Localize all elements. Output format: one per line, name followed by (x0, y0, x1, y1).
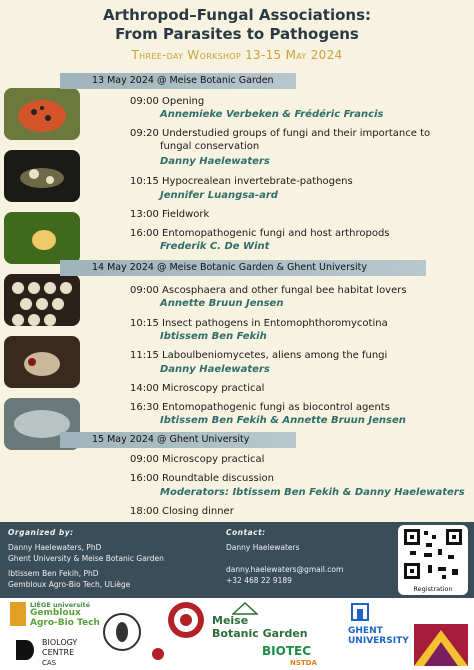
liege-logo-bot: Agro-Bio Tech (30, 618, 100, 628)
organizer-2-name: Ibtissem Ben Fekih, PhD (8, 569, 99, 578)
biology-centre-line3: CAS (42, 659, 57, 667)
event-day2-4: 14:00 Microscopy practical (130, 383, 265, 394)
meise-line2: Botanic Garden (212, 627, 308, 640)
contact-phone: +32 468 22 9189 (226, 576, 292, 585)
day-3-bar: 15 May 2024 @ Ghent University (60, 432, 296, 448)
contact-heading: Contact: (226, 528, 266, 537)
biotec-logo: BIOTEC (262, 644, 312, 658)
fungal-insect-photo (4, 150, 80, 202)
aphid-photo (4, 212, 80, 264)
speaker-day3-2: Moderators: Ibtissem Ben Fekih & Danny Haelewaters (160, 487, 465, 498)
speaker-day2-3: Danny Haelewaters (160, 364, 270, 375)
liege-logo-icon (10, 602, 26, 626)
red-dot-icon (152, 648, 164, 660)
event-day2-1: 09:00 Ascosphaera and other fungal bee habitat lovers (130, 285, 407, 296)
biology-centre-logo-icon (14, 638, 36, 662)
qr-label: Registration (413, 585, 453, 593)
contact-email[interactable]: danny.haelewaters@gmail.com (226, 565, 344, 574)
event-day1-1: 09:00 Opening (130, 96, 205, 107)
event-day2-5: 16:30 Entomopathogenic fungi as biocontrol agents (130, 402, 390, 413)
nstda-logo: NSTDA (290, 659, 317, 667)
liege-logo-mid: Gembloux (30, 608, 81, 618)
meise-building-icon (232, 600, 258, 614)
university-seal-logo (166, 600, 206, 640)
meise-line1: Meise (212, 614, 249, 627)
liege-logo-top: LIÈGE université (30, 601, 90, 609)
speaker-day1-2: Danny Haelewaters (160, 156, 270, 167)
organizer-1-affiliation: Ghent University & Meise Botanic Garden (8, 554, 164, 563)
event-day2-3: 11:15 Laboulbeniomycetes, aliens among the fungi (130, 350, 388, 361)
speaker-day2-5: Ibtissem Ben Fekih & Annette Bruun Jensen (160, 415, 406, 426)
organizer-1-name: Danny Haelewaters, PhD (8, 543, 102, 552)
insect-society-logo (102, 612, 142, 652)
speaker-day1-5: Frederik C. De Wint (160, 241, 270, 252)
event-day2-2: 10:15 Insect pathogens in Entomophthoromycotina (130, 318, 388, 329)
event-day1-2-cont: fungal conservation (160, 141, 260, 152)
title-line-1: Arthropod–Fungal Associations: (102, 6, 372, 24)
speaker-day1-1: Annemieke Verbeken & Frédéric Francis (160, 109, 384, 120)
sponsor-logos (0, 598, 474, 670)
poster-title (0, 6, 474, 44)
event-day1-3: 10:15 Hypocrealean invertebrate-pathogens (130, 176, 353, 187)
biology-centre-line2: CENTRE (42, 648, 75, 657)
biology-centre-line1: BIOLOGY (42, 638, 78, 647)
ladybug-photo (4, 88, 80, 140)
team-logo (414, 624, 468, 666)
speaker-day1-3: Jennifer Luangsa-ard (160, 190, 278, 201)
event-day1-5: 16:00 Entomopathogenic fungi and host arthropods (130, 228, 390, 239)
speaker-day2-2: Ibtissem Ben Fekih (160, 331, 267, 342)
event-day3-3: 18:00 Closing dinner (130, 506, 234, 517)
honeycomb-photo (4, 274, 80, 326)
contact-name: Danny Haelewaters (226, 543, 300, 552)
poster-subtitle: Three-day Workshop 13-15 May 2024 (131, 48, 343, 62)
day-1-bar: 13 May 2024 @ Meise Botanic Garden (60, 73, 296, 89)
ghent-logo-icon (350, 602, 370, 622)
event-day3-2: 16:00 Roundtable discussion (130, 473, 274, 484)
event-day1-4: 13:00 Fieldwork (130, 209, 210, 220)
organized-by-heading: Organized by: (8, 528, 74, 537)
title-line-2: From Parasites to Pathogens (115, 25, 359, 43)
event-day3-1: 09:00 Microscopy practical (130, 454, 265, 465)
day-2-bar: 14 May 2024 @ Meise Botanic Garden & Ghent University (60, 260, 426, 276)
fly-photo (4, 336, 80, 388)
ghent-line1: GHENT (348, 626, 383, 636)
speaker-day2-1: Annette Bruun Jensen (160, 298, 284, 309)
ghent-line2: UNIVERSITY (348, 636, 409, 646)
organizer-2-affiliation: Gembloux Agro-Bio Tech, ULiège (8, 580, 131, 589)
event-day1-2: 09:20 Understudied groups of fungi and their importance to (130, 128, 431, 139)
